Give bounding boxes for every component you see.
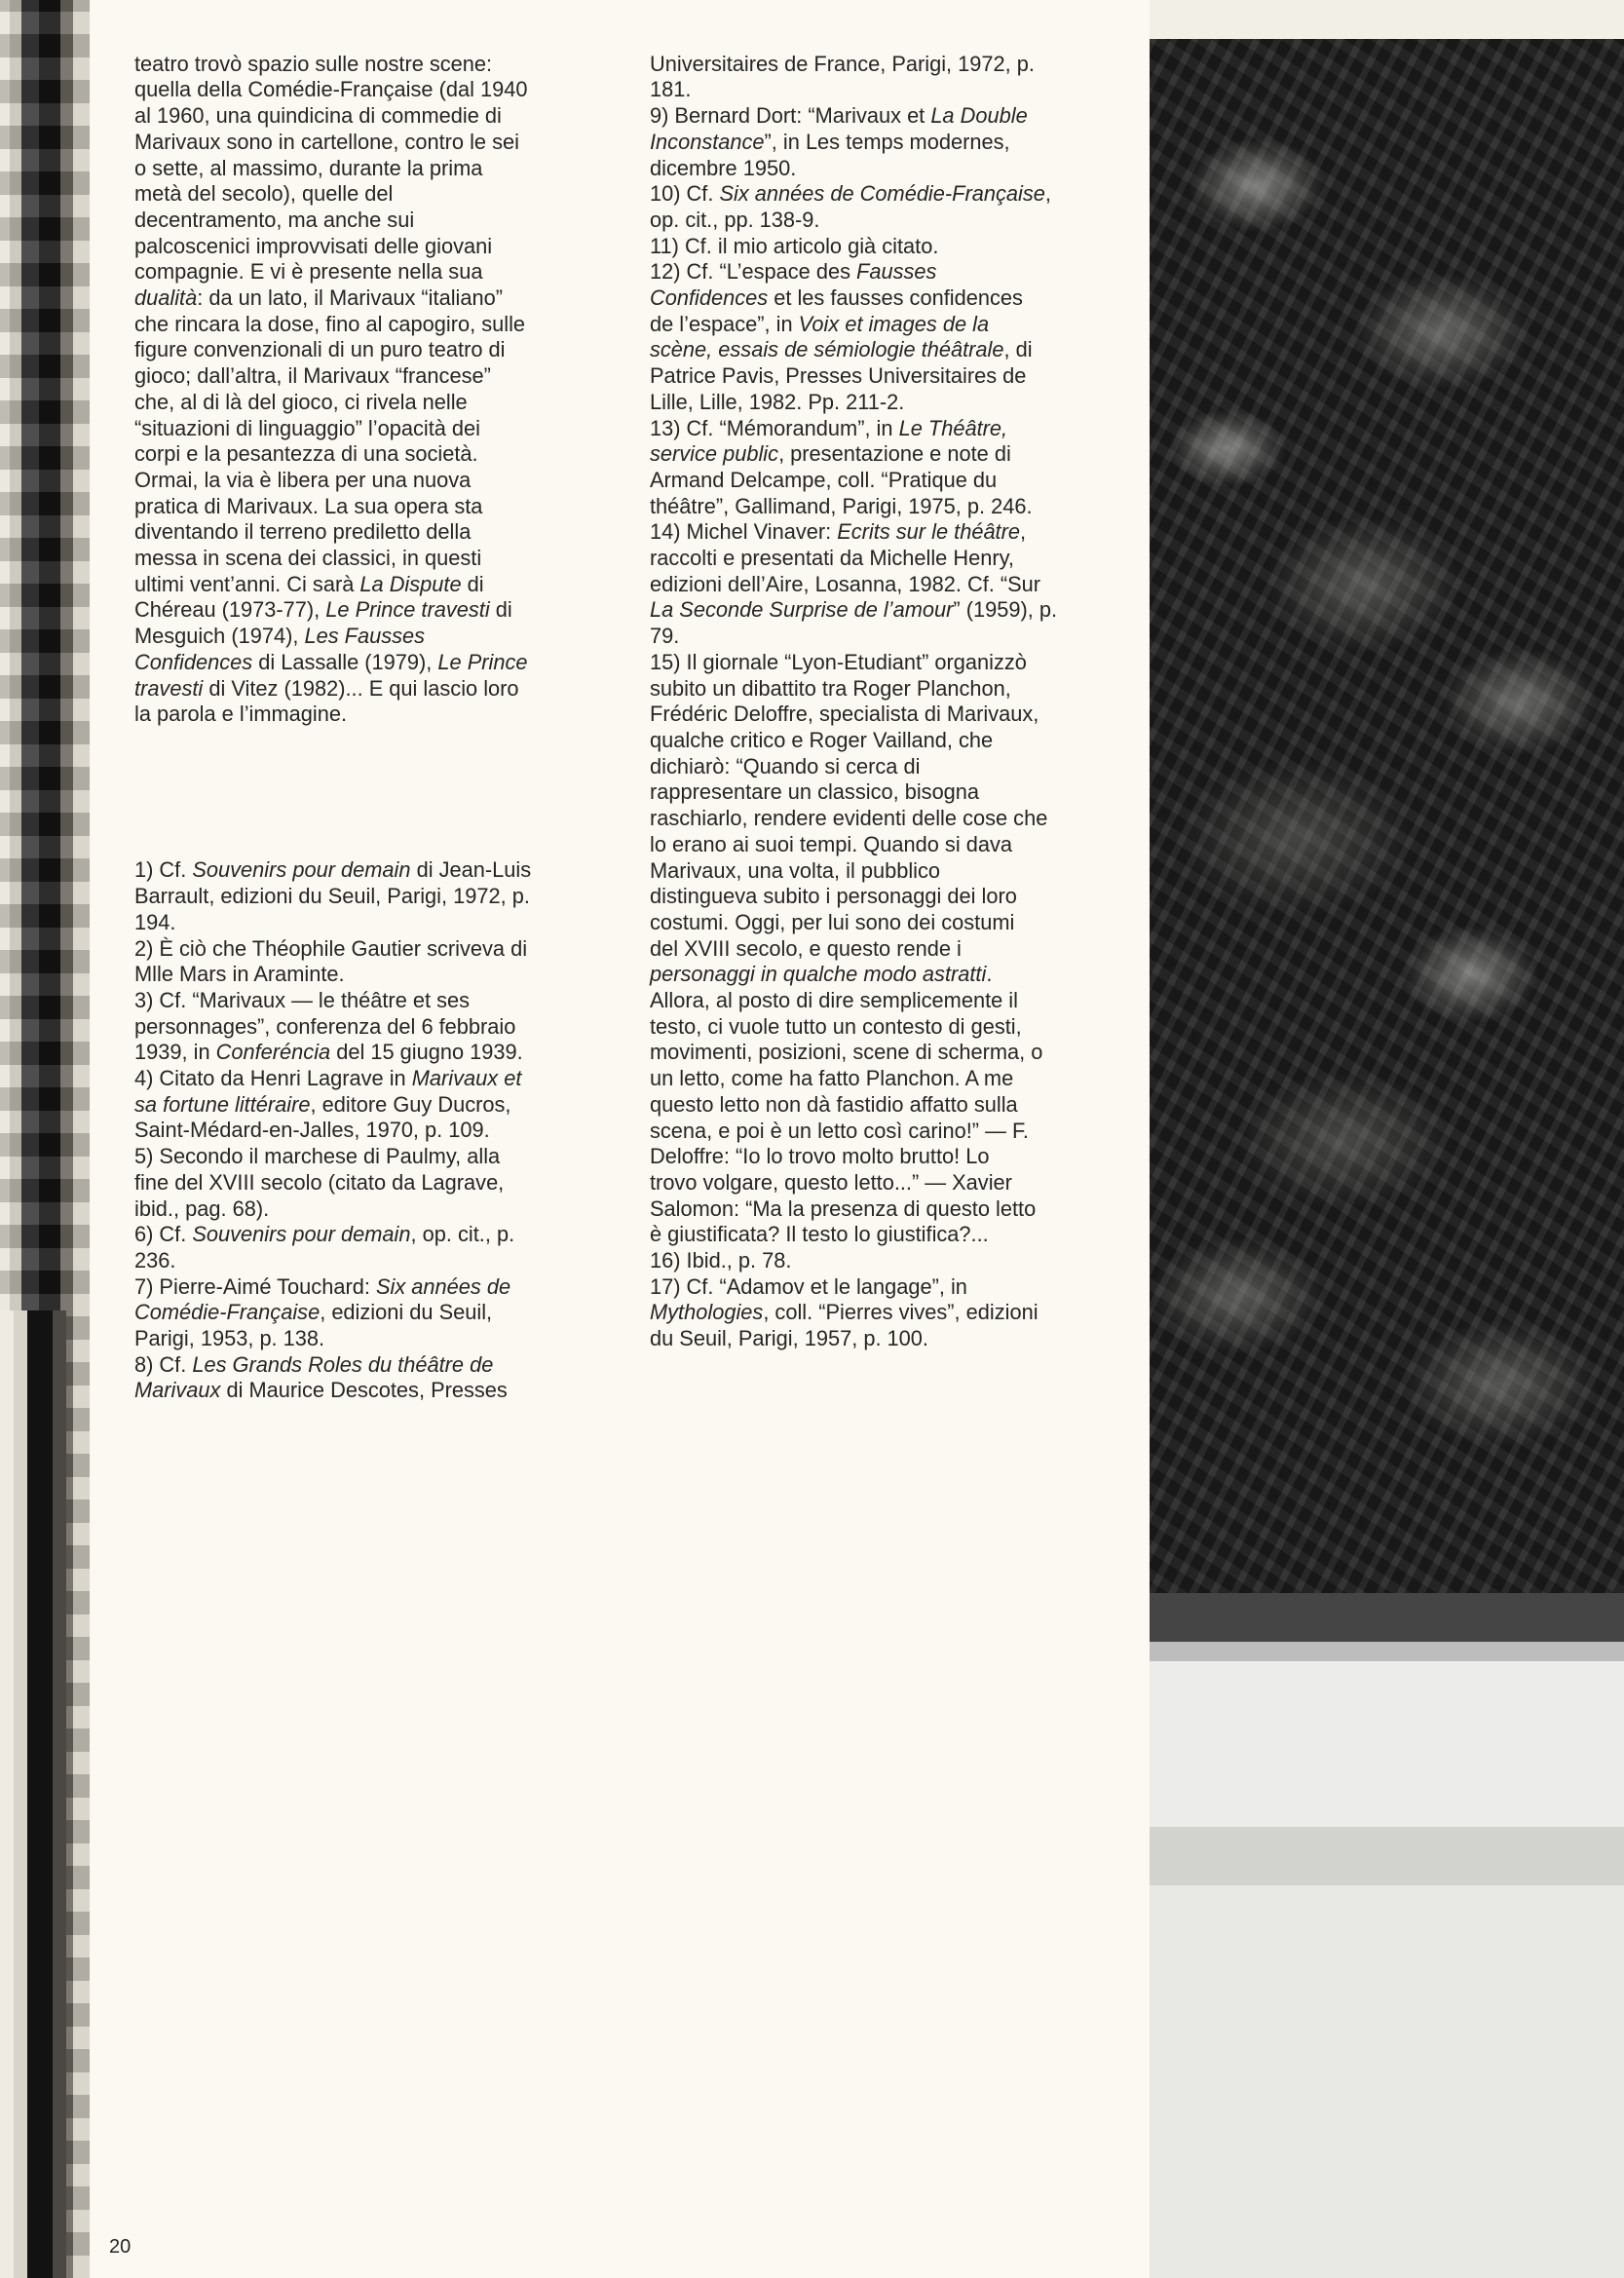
photograph-wall-area [1150,1593,1624,2278]
italic-run: Fausses Confidences [650,259,937,311]
text-run: , coll. “Pierres vives”, edizioni du Seuil, Parigi, 1957, p. 100. [650,1300,1039,1351]
italic-run: Souvenirs pour demain [192,1222,411,1247]
column-spacer [134,754,633,832]
text-run: di Maurice Descotes, Presses [220,1378,508,1403]
italic-run: Le Prince travesti [325,597,490,623]
italic-run: Six années de Comédie-Française [134,1273,511,1325]
text-run: , op. cit., pp. 138-9. 11) Cf. il mio articolo già citato. 12) Cf. “L’espace des [650,181,1051,285]
italic-run: La Seconde Surprise de l’amour [650,597,954,623]
text-run: , raccolti e presentati da Michelle Henry, edizioni dell’Aire, Losanna, 1982. Cf. “Sur [650,519,1041,596]
text-run: , presentazione e note di Armand Delcampe, coll. “Pratique du théâtre”, Gallimand, Parigi, 1975, p. 246. 14) Michel Vinaver: [650,441,1033,545]
page-edge-strip [0,0,90,2278]
text-run: 1) Cf. [134,857,193,883]
italic-run: Souvenirs pour demain [192,857,411,883]
italic-run: personaggi in qualche modo astratti [650,962,987,987]
italic-run: La Dispute [359,571,462,596]
footnotes-part-1 [134,857,633,1404]
italic-run: Marivaux et sa fortune littéraire [134,1066,522,1117]
text-run: di Vitez (1982)... E qui lascio loro la parola e l’immagine. [134,675,519,727]
italic-run: Mythologies [650,1300,764,1325]
foliage-photograph [1150,39,1624,2278]
text-run: teatro trovò spazio sulle nostre scene: quella della Comédie-Française (dal 1940 al 1960, una quindicina di commedie di Marivaux sono in cartellone, contro le sei o sette, al massimo, durante la prima metà del secolo), quelle del decentramento, ma anche sui palcoscenici improvvisati delle giovani compagnie. E vi è presente nella sua [134,51,528,285]
left-column [134,25,633,1430]
text-run: del 15 giugno 1939. 4) Citato da Henri Lagrave in [134,1040,523,1091]
italic-run: Le Théâtre, service public [650,415,1008,467]
text-run: ”, in Les temps modernes, dicembre 1950. 10) Cf. [650,129,1010,207]
page-number: 20 [109,2236,132,2258]
text-run: ” (1959), p. 79. 15) Il giornale “Lyon-Etudiant” organizzò subito un dibattito tra Roger Planchon, Frédéric Deloffre, specialista di Marivaux, qualche critico e Roger Vailland, che dichiarò: “Quando si cerca di rappresentare un classico, bisogna raschiarlo, rendere evidenti delle cose che lo erano ai suoi tempi. Quando si dava Marivaux, una volta, il pubblico distingueva subito i personaggi dei loro costumi. Oggi, per lui sono dei costumi del XVIII secolo, e questo rende i [650,597,1058,961]
text-run: , op. cit., p. 236. 7) Pierre-Aimé Touchard: [134,1222,515,1299]
italic-run: Voix et images de la scène, essais de sémiologie théâtrale [650,311,1004,362]
italic-run: Les Grands Roles du théâtre de Marivaux [134,1351,494,1403]
text-run: : da un lato, il Marivaux “italiano” che rincara la dose, fino al capogiro, sulle figure convenzionali di un puro teatro di gioco; dall’altra, il Marivaux “francese” che, al di là del gioco, ci rivela nelle “situazioni di linguaggio” l’opacità dei corpi e la pesantezza di una società. Ormai, la via è libera per una nuova pratica di Marivaux. La sua opera sta diventando il terreno prediletto della messa in scena dei classici, in questi ultimi vent’anni. Ci sarà [134,285,526,596]
text-run: et les fausses confidences de l’espace”, in [650,285,1023,336]
text-run: , editore Guy Ducros, Saint-Médard-en-Jalles, 1970, p. 109. 5) Secondo il marchese di Paulmy, alla fine del XVIII secolo (citato da Lagrave, ibid., pag. 68). 6) Cf. [134,1091,511,1247]
footnotes-part-2 [650,52,1149,1352]
text-run: , di Patrice Pavis, Presses Universitaires de Lille, Lille, 1982. Pp. 211-2. 13) Cf. “Mémorandum”, in [650,337,1033,440]
italic-run: Six années de Comédie-Française [719,181,1045,207]
text-run: Universitaires de France, Parigi, 1972, p. 181. 9) Bernard Dort: “Marivaux et [650,51,1035,129]
text-run: . Allora, al posto di dire semplicemente il testo, ci vuole tutto un contesto di gesti, movimenti, posizioni, scene di scherma, o un letto, come ha fatto Planchon. A me questo letto non dà fastidio affatto sulla scena, e poi è un letto così carino!” — F. Deloffre: “Io lo trovo molto brutto! Lo trovo volgare, questo letto...” — Xavier Salomon: “Ma la presenza di questo letto è giustificata? Il testo lo giustifica?... 16) Ibid., p. 78. 17) Cf. “Adamov et le langage”, in [650,962,1043,1299]
italic-run: Les Fausses Confidences [134,624,426,674]
text-run: di Mesguich (1974), [134,597,512,649]
text-run: di Lassalle (1979), [252,649,438,674]
body-paragraph [134,52,633,728]
italic-run: Ecrits sur le théâtre [837,519,1020,545]
text-run: , edizioni du Seuil, Parigi, 1953, p. 138. 8) Cf. [134,1300,493,1377]
italic-run: Conferéncia [215,1040,331,1065]
right-column [650,25,1149,1379]
italic-run: dualità [134,285,198,311]
text-run: di Chéreau (1973-77), [134,571,484,623]
italic-run: Le Prince travesti [134,649,528,701]
italic-run: La Double Inconstance [650,103,1028,154]
text-run: di Jean-Luis Barrault, edizioni du Seuil, Parigi, 1972, p. 194. 2) È ciò che Théophile Gautier scriveva di Mlle Mars in Araminte. 3) Cf. “Marivaux — le théâtre et ses personnages”, conferenza del 6 febbraio 1939, in [134,857,532,1065]
